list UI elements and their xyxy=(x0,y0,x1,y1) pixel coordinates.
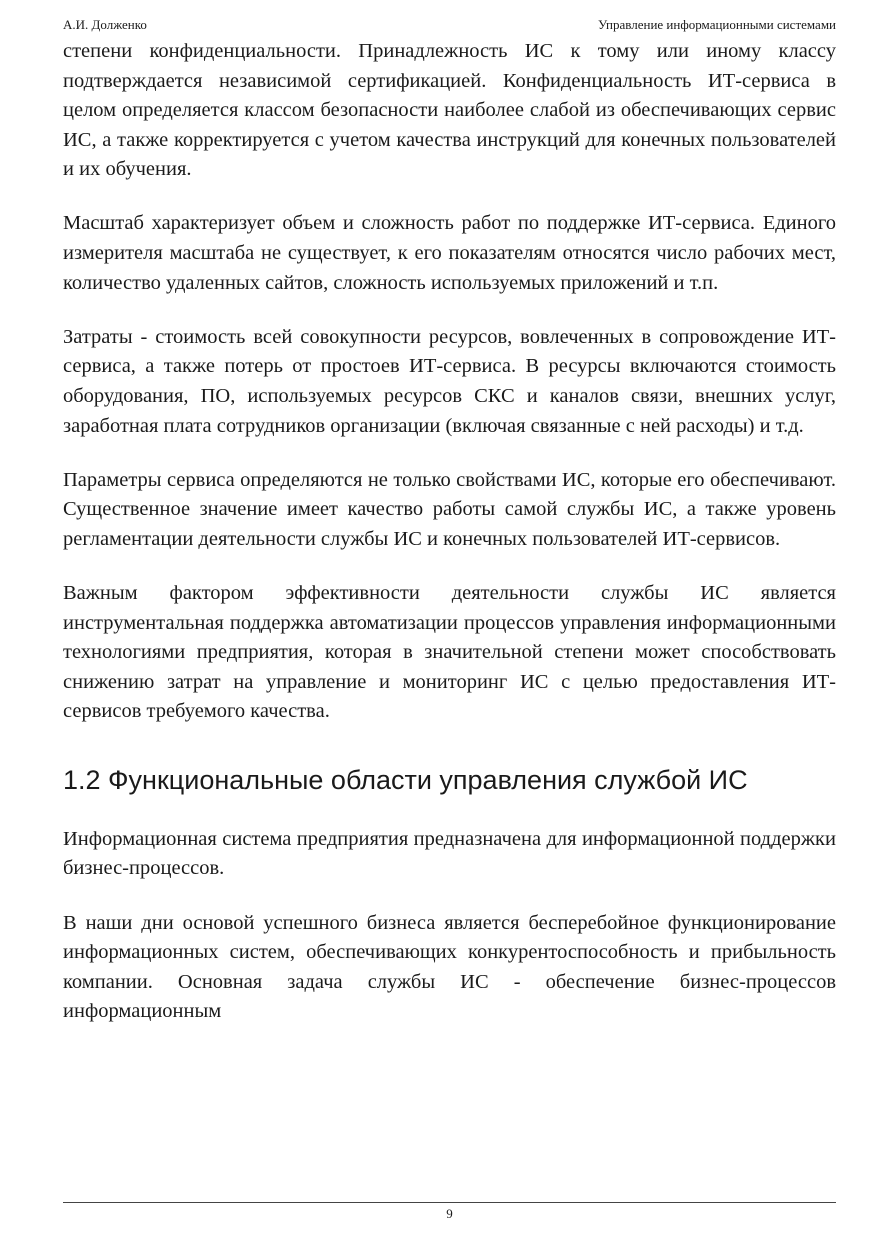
footer-divider xyxy=(63,1202,836,1203)
section-heading: 1.2 Функциональные области управления службой ИС xyxy=(63,764,748,795)
page-body xyxy=(63,37,836,1051)
paragraph-scale: Масштаб характеризует объем и сложность работ по поддержке ИТ-сервиса. Единого измерителя масштаба не существует, к его показателям относятся число рабочих мест, количество удаленных сайтов, сложность используемых приложений и т.п. xyxy=(63,212,836,294)
page-number: 9 xyxy=(446,1206,453,1221)
paragraph-confidentiality: степени конфиденциальности. Принадлежность ИС к тому или иному классу подтверждается независимой сертификацией. Конфиденциальность ИТ-сервиса в целом определяется классом безопасности наиболее слабой из обеспечивающих сервис ИС, а также корректируется с учетом качества инструкций для конечных пользователей и их обучения. xyxy=(63,40,836,181)
paragraph-efficiency: Важным фактором эффективности деятельности службы ИС является инструментальная поддержка автоматизации процессов управления информационными технологиями предприятия, которая в значительной степени может способствовать снижению затрат на управление и мониторинг ИС с целью предоставления ИТ-сервисов требуемого качества. xyxy=(63,581,836,723)
header-author: А.И. Долженко xyxy=(63,17,147,32)
paragraph-costs: Затраты - стоимость всей совокупности ресурсов, вовлеченных в сопровождение ИТ-сервиса, а также потерь от простоев ИТ-сервиса. В ресурсы включаются стоимость оборудования, ПО, используемых ресурсов СКС и каналов связи, внешних услуг, заработная плата сотрудников организации (включая связанные с ней расходы) и т.д. xyxy=(63,325,836,437)
paragraph-business-continuity: В наши дни основой успешного бизнеса является бесперебойное функционирование информационных систем, обеспечивающих конкурентоспособность и прибыльность компании. Основная задача службы ИС - обеспечение бизнес-процессов информационным xyxy=(63,911,836,1023)
running-header xyxy=(63,16,836,34)
paragraph-service-parameters: Параметры сервиса определяются не только свойствами ИС, которые его обеспечивают. Существенное значение имеет качество работы самой службы ИС, а также уровень регламентации деятельности службы ИС и конечных пользователей ИТ-сервисов. xyxy=(63,468,836,550)
paragraph-information-system: Информационная система предприятия предназначена для информационной поддержки бизнес-процессов. xyxy=(63,827,836,880)
header-title: Управление информационными системами xyxy=(597,17,836,32)
